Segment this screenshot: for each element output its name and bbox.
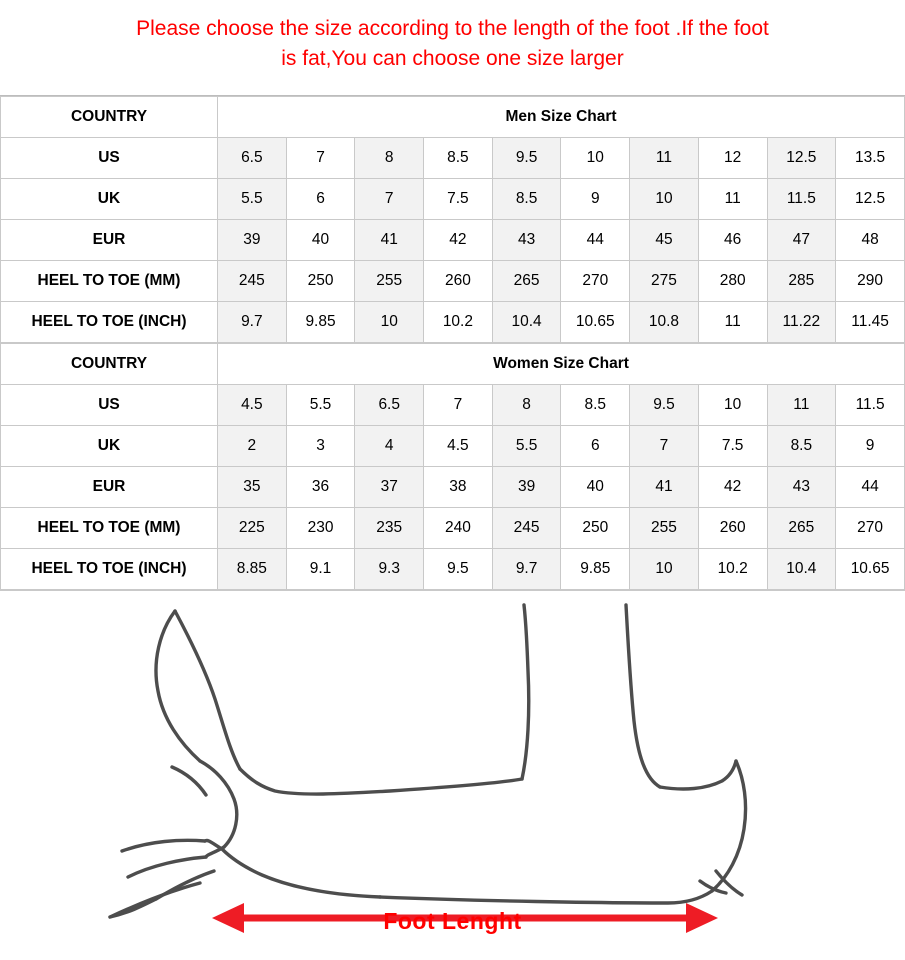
men-inch-8: 11.22 xyxy=(767,302,836,343)
men-eur-0: 39 xyxy=(218,220,287,261)
women-us-7: 10 xyxy=(698,385,767,426)
table-row xyxy=(1,549,905,590)
men-eur-3: 42 xyxy=(424,220,493,261)
women-inch-0: 8.85 xyxy=(218,549,287,590)
women-size-table xyxy=(0,343,905,590)
women-country-label: COUNTRY xyxy=(1,344,218,385)
women-mm-9: 270 xyxy=(836,508,905,549)
women-us-6: 9.5 xyxy=(630,385,699,426)
women-row-label-us: US xyxy=(1,385,218,426)
men-row-label-heel-inch: HEEL TO TOE (INCH) xyxy=(1,302,218,343)
women-row-label-heel-inch: HEEL TO TOE (INCH) xyxy=(1,549,218,590)
men-mm-7: 280 xyxy=(698,261,767,302)
women-uk-9: 9 xyxy=(836,426,905,467)
foot-length-label: Foot Lenght xyxy=(383,908,522,934)
men-uk-7: 11 xyxy=(698,179,767,220)
men-eur-1: 40 xyxy=(286,220,355,261)
men-eur-7: 46 xyxy=(698,220,767,261)
men-us-0: 6.5 xyxy=(218,138,287,179)
men-inch-7: 11 xyxy=(698,302,767,343)
table-row xyxy=(1,179,905,220)
men-mm-2: 255 xyxy=(355,261,424,302)
women-inch-8: 10.4 xyxy=(767,549,836,590)
women-uk-4: 5.5 xyxy=(492,426,561,467)
women-mm-5: 250 xyxy=(561,508,630,549)
women-eur-2: 37 xyxy=(355,467,424,508)
table-row xyxy=(1,385,905,426)
women-inch-2: 9.3 xyxy=(355,549,424,590)
women-inch-5: 9.85 xyxy=(561,549,630,590)
men-eur-5: 44 xyxy=(561,220,630,261)
men-inch-5: 10.65 xyxy=(561,302,630,343)
men-row-label-heel-mm: HEEL TO TOE (MM) xyxy=(1,261,218,302)
men-uk-5: 9 xyxy=(561,179,630,220)
men-uk-3: 7.5 xyxy=(424,179,493,220)
table-row xyxy=(1,220,905,261)
men-uk-8: 11.5 xyxy=(767,179,836,220)
men-us-2: 8 xyxy=(355,138,424,179)
women-row-label-uk: UK xyxy=(1,426,218,467)
women-us-1: 5.5 xyxy=(286,385,355,426)
men-inch-4: 10.4 xyxy=(492,302,561,343)
women-uk-0: 2 xyxy=(218,426,287,467)
table-row xyxy=(1,138,905,179)
women-inch-7: 10.2 xyxy=(698,549,767,590)
men-inch-9: 11.45 xyxy=(836,302,905,343)
women-us-9: 11.5 xyxy=(836,385,905,426)
men-us-1: 7 xyxy=(286,138,355,179)
women-eur-7: 42 xyxy=(698,467,767,508)
men-inch-3: 10.2 xyxy=(424,302,493,343)
men-mm-4: 265 xyxy=(492,261,561,302)
women-inch-9: 10.65 xyxy=(836,549,905,590)
notice-banner xyxy=(0,0,905,96)
women-row-label-heel-mm: HEEL TO TOE (MM) xyxy=(1,508,218,549)
women-eur-9: 44 xyxy=(836,467,905,508)
men-inch-0: 9.7 xyxy=(218,302,287,343)
foot-measurement-illustration xyxy=(0,590,905,945)
men-inch-6: 10.8 xyxy=(630,302,699,343)
men-eur-8: 47 xyxy=(767,220,836,261)
women-uk-1: 3 xyxy=(286,426,355,467)
foot-drawing-svg xyxy=(0,591,905,944)
women-eur-8: 43 xyxy=(767,467,836,508)
men-us-8: 12.5 xyxy=(767,138,836,179)
men-inch-1: 9.85 xyxy=(286,302,355,343)
women-uk-5: 6 xyxy=(561,426,630,467)
men-eur-9: 48 xyxy=(836,220,905,261)
foot-outline xyxy=(110,605,746,917)
women-uk-2: 4 xyxy=(355,426,424,467)
women-eur-3: 38 xyxy=(424,467,493,508)
table-row xyxy=(1,426,905,467)
women-uk-3: 4.5 xyxy=(424,426,493,467)
men-row-label-us: US xyxy=(1,138,218,179)
men-size-table xyxy=(0,96,905,343)
notice-line-1: Please choose the size according to the length of the foot .If the foot xyxy=(136,17,769,40)
women-us-5: 8.5 xyxy=(561,385,630,426)
men-header-row xyxy=(1,97,905,138)
women-header-row xyxy=(1,344,905,385)
table-row xyxy=(1,508,905,549)
women-inch-3: 9.5 xyxy=(424,549,493,590)
men-mm-6: 275 xyxy=(630,261,699,302)
women-eur-1: 36 xyxy=(286,467,355,508)
women-us-2: 6.5 xyxy=(355,385,424,426)
table-row xyxy=(1,261,905,302)
women-inch-6: 10 xyxy=(630,549,699,590)
men-us-5: 10 xyxy=(561,138,630,179)
men-eur-4: 43 xyxy=(492,220,561,261)
women-uk-7: 7.5 xyxy=(698,426,767,467)
men-eur-6: 45 xyxy=(630,220,699,261)
men-uk-2: 7 xyxy=(355,179,424,220)
men-inch-2: 10 xyxy=(355,302,424,343)
women-mm-6: 255 xyxy=(630,508,699,549)
women-mm-7: 260 xyxy=(698,508,767,549)
table-row xyxy=(1,467,905,508)
men-us-9: 13.5 xyxy=(836,138,905,179)
men-mm-3: 260 xyxy=(424,261,493,302)
men-us-3: 8.5 xyxy=(424,138,493,179)
women-us-4: 8 xyxy=(492,385,561,426)
women-us-8: 11 xyxy=(767,385,836,426)
men-mm-5: 270 xyxy=(561,261,630,302)
women-us-0: 4.5 xyxy=(218,385,287,426)
women-inch-1: 9.1 xyxy=(286,549,355,590)
men-country-label: COUNTRY xyxy=(1,97,218,138)
women-uk-8: 8.5 xyxy=(767,426,836,467)
men-us-4: 9.5 xyxy=(492,138,561,179)
women-inch-4: 9.7 xyxy=(492,549,561,590)
men-chart-title: Men Size Chart xyxy=(218,97,905,138)
men-us-7: 12 xyxy=(698,138,767,179)
men-us-6: 11 xyxy=(630,138,699,179)
men-uk-0: 5.5 xyxy=(218,179,287,220)
women-eur-5: 40 xyxy=(561,467,630,508)
women-chart-title: Women Size Chart xyxy=(218,344,905,385)
men-uk-4: 8.5 xyxy=(492,179,561,220)
men-uk-6: 10 xyxy=(630,179,699,220)
men-mm-9: 290 xyxy=(836,261,905,302)
women-uk-6: 7 xyxy=(630,426,699,467)
men-mm-1: 250 xyxy=(286,261,355,302)
table-row xyxy=(1,302,905,343)
notice-line-2: is fat,You can choose one size larger xyxy=(281,47,624,70)
women-mm-0: 225 xyxy=(218,508,287,549)
men-uk-1: 6 xyxy=(286,179,355,220)
women-row-label-eur: EUR xyxy=(1,467,218,508)
men-uk-9: 12.5 xyxy=(836,179,905,220)
women-us-3: 7 xyxy=(424,385,493,426)
women-mm-2: 235 xyxy=(355,508,424,549)
women-eur-6: 41 xyxy=(630,467,699,508)
women-mm-1: 230 xyxy=(286,508,355,549)
men-row-label-eur: EUR xyxy=(1,220,218,261)
women-mm-8: 265 xyxy=(767,508,836,549)
women-eur-0: 35 xyxy=(218,467,287,508)
women-eur-4: 39 xyxy=(492,467,561,508)
men-mm-8: 285 xyxy=(767,261,836,302)
men-mm-0: 245 xyxy=(218,261,287,302)
men-eur-2: 41 xyxy=(355,220,424,261)
women-mm-3: 240 xyxy=(424,508,493,549)
women-mm-4: 245 xyxy=(492,508,561,549)
men-row-label-uk: UK xyxy=(1,179,218,220)
